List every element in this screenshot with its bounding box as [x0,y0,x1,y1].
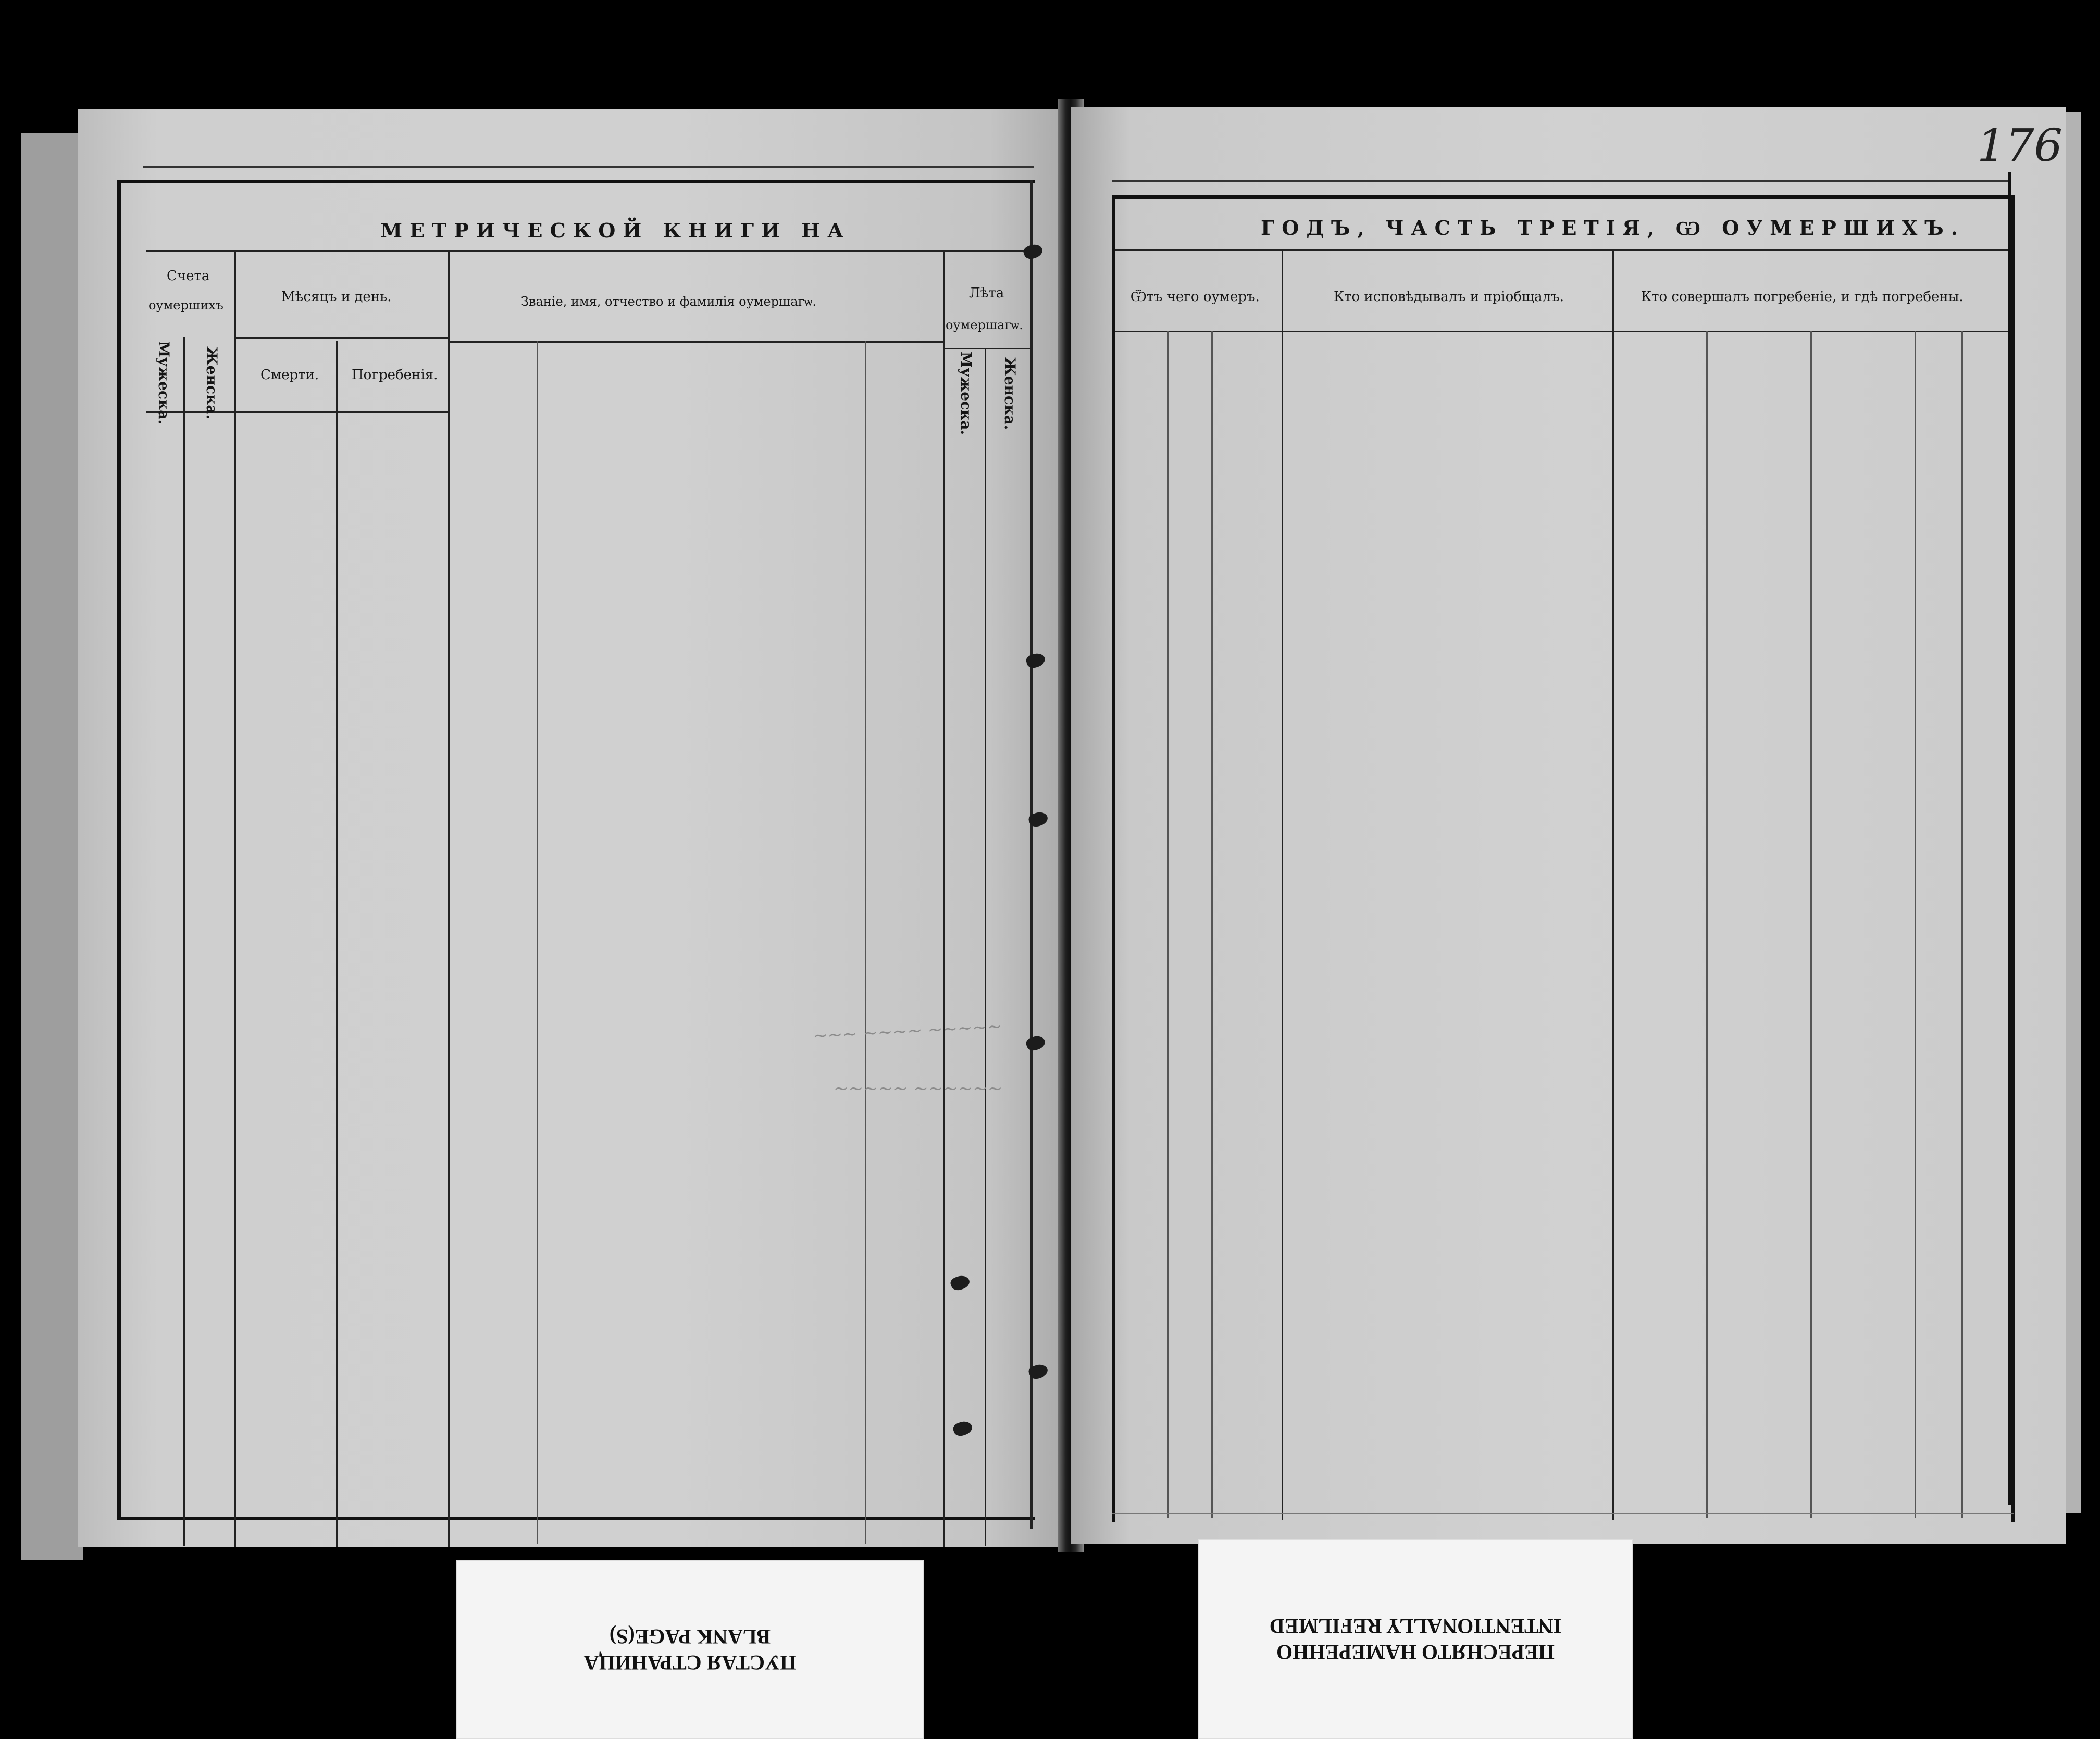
page-number: 176 [1977,120,2063,172]
refilmed-card [1198,1539,1633,1739]
col-sovershal-label: Кто совершалъ погребеніе, и гдѣ погребены. [1641,289,1964,305]
right-col-line [1961,331,1963,1518]
underlying-page-edge [21,133,83,1560]
right-col-line [1706,331,1708,1518]
left-col-line [865,341,866,1544]
left-col-line [336,341,338,1547]
left-col-line [537,341,538,1544]
col-muzheska-label: Мужеска. [155,341,172,425]
left-col-line [985,348,986,1546]
blank-pages-text-en: BLANK PAGE(S) [609,1625,771,1648]
left-header-line-1 [146,250,1032,252]
left-page-title: МЕТРИЧЕСКОЙ КНИГИ НА [380,219,851,242]
right-col-line [1915,331,1916,1518]
left-col-line [1030,180,1033,1529]
col-ispovedyval-label: Кто исповѣдывалъ и пріобщалъ. [1334,289,1564,305]
right-col-line [1612,249,1614,1520]
blank-pages-card [456,1560,924,1739]
right-col-line [1211,331,1213,1518]
col-scheta-label: Счета [167,268,210,284]
bleed-through-handwriting: ~~~ ~~~~ ~~~~~ [812,1016,1003,1047]
right-col-line [1167,331,1169,1518]
left-header-line-5 [448,341,943,343]
right-col-line [1810,331,1812,1518]
right-page-title: ГОДЪ, ЧАСТЬ ТРЕТІЯ, Ѡ ОУМЕРШИХЪ. [1261,216,1965,240]
left-col-line [943,250,945,1547]
refilmed-text-ru: ПЕРЕСНЯТО НАМЕРЕННО [1276,1641,1555,1664]
left-col-line [183,337,185,1546]
right-top-rule [1112,180,2011,182]
right-col-line [1282,249,1283,1520]
col-leta-label-2: оумершагѡ. [946,318,1023,332]
col-scheta-label-2: оумершихъ [148,298,223,312]
blank-pages-text-ru: ПУСТАЯ СТРАНИЦА [583,1651,797,1674]
right-header-line-2 [1115,331,2008,332]
left-col-line [448,250,450,1547]
col-zhenska-label: Женска. [203,346,220,420]
col-zvanie-label: Званіе, имя, отчество и фамилія оумершагѡ. [521,294,816,309]
refilmed-text-en: INTENTIONALLY REFILMED [1269,1615,1562,1638]
left-table-frame [117,180,1035,1520]
left-top-rule [143,166,1034,168]
col-smerti-label: Смерти. [260,367,319,383]
col-leta-zhenska-label: Женска. [1001,357,1018,430]
left-col-line [234,250,236,1547]
left-header-line-2 [234,337,448,339]
col-ot-chego-label: Ѿтъ чего оумеръ. [1130,289,1260,305]
right-outer-rule [2008,172,2011,1505]
col-leta-muzheska-label: Мужеска. [958,352,975,435]
bleed-through-handwriting: ~~~~~ ~~~~~~ [834,1078,1003,1099]
col-mesyats-label: Мѣсяцъ и день. [281,289,392,305]
left-header-line-3 [146,411,448,413]
right-table-frame [1112,195,2015,1522]
col-pogrebeniya-label: Погребенія. [352,367,438,383]
right-header-line-1 [1115,249,2008,251]
col-leta-label: Лѣта [969,285,1004,301]
right-bottom-edge [1112,1513,2014,1514]
left-header-line-4 [943,348,1032,349]
